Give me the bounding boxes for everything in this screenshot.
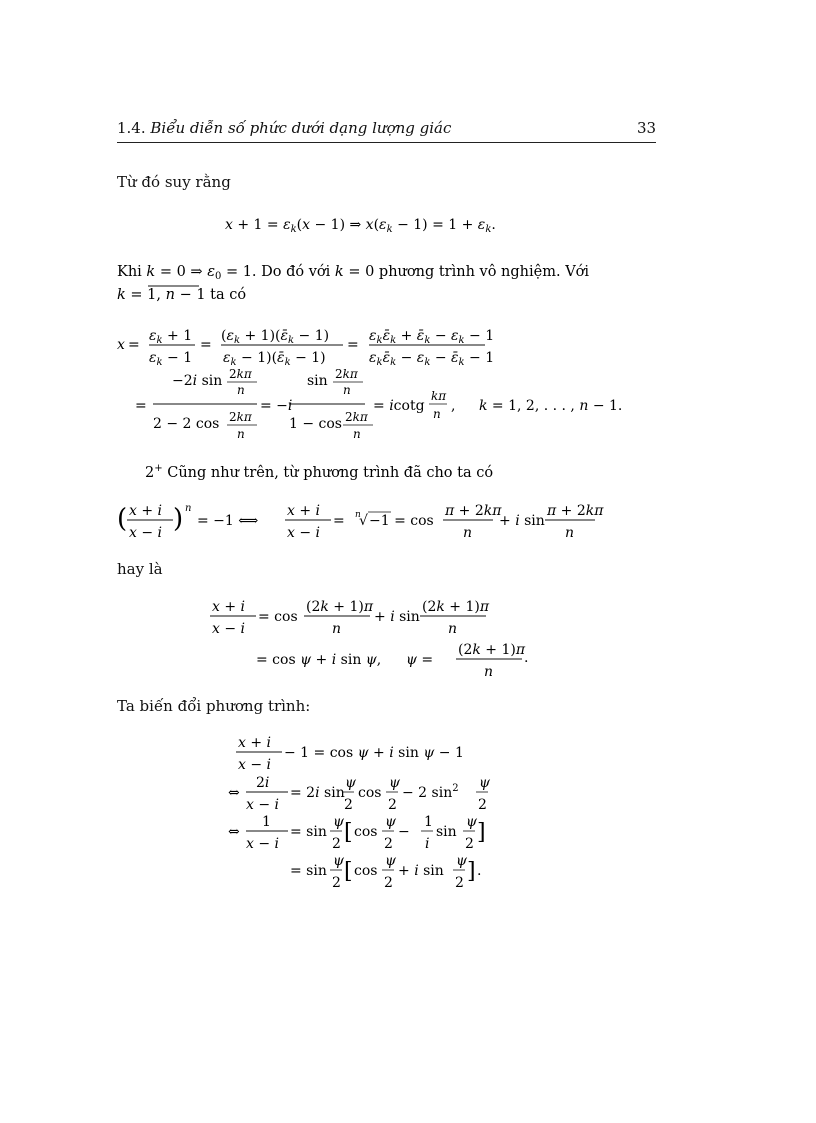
svg-text:=: = (200, 337, 212, 353)
svg-text:ψ: ψ (389, 775, 400, 791)
equation-1-graphic (225, 213, 525, 235)
svg-text:n: n (343, 383, 351, 397)
svg-text:2: 2 (332, 836, 341, 852)
svg-text:− 2 sin2: − 2 $\sin^2$ (402, 783, 459, 801)
svg-text:−2i sin: −2i sin (172, 373, 223, 389)
svg-text:= −1 ⟺: = −1 ⟺ (197, 513, 259, 529)
svg-text:x + i: x + i (129, 503, 163, 519)
svg-text:x: x (117, 337, 125, 353)
svg-text:2: 2 (465, 836, 474, 852)
svg-text:1: 1 (424, 814, 433, 830)
svg-text:n: n (433, 407, 441, 421)
svg-text:2kπ: 2kπ (229, 367, 252, 381)
svg-text:): ) (173, 504, 184, 534)
svg-text:(εk + 1)(ε̄k − 1): ($\varepsilon_k$ + $1)(\varepsilon̄_k - 1)$ (221, 328, 330, 346)
svg-text:x − i: x − i (287, 525, 321, 541)
svg-text:2kπ: 2kπ (345, 410, 368, 424)
svg-text:n: n (237, 427, 245, 441)
svg-text:sin: sin (436, 824, 457, 840)
svg-text:=: = (347, 337, 359, 353)
svg-text:n: n (484, 664, 494, 680)
svg-text:= cos ψ + i sin ψ,: = cos ψ + i sin ψ, (256, 652, 382, 668)
svg-text:⇔: ⇔ (228, 785, 240, 801)
svg-text:cos: cos (354, 863, 378, 879)
svg-text:ψ: ψ (333, 814, 344, 830)
svg-text:.: . (477, 863, 482, 879)
svg-text:ψ: ψ (333, 853, 344, 869)
svg-text:2kπ: 2kπ (335, 367, 358, 381)
paragraph-2 (117, 262, 657, 310)
svg-text:ψ: ψ (385, 853, 396, 869)
svg-text:i: i (425, 836, 430, 852)
svg-text:x + i: x + i (212, 599, 246, 615)
svg-text:εk + 1: $\varepsilon_k + 1$ (149, 328, 193, 346)
svg-text:1 − cos: 1 − cos (289, 416, 342, 432)
equation-1 (225, 213, 525, 239)
svg-text:−: − (398, 824, 410, 840)
svg-text:n: n (185, 503, 192, 514)
svg-text:2kπ: 2kπ (229, 410, 252, 424)
svg-text:(2k + 1)π: (2k + 1)π (458, 642, 526, 658)
svg-text:cos: cos (358, 785, 382, 801)
equation-3-graphic (117, 497, 617, 545)
svg-text:ψ: ψ (456, 853, 467, 869)
svg-text:=: = (128, 337, 140, 353)
svg-text:ψ: ψ (466, 814, 477, 830)
equation-2 (117, 322, 657, 451)
svg-text:=: = (135, 398, 147, 414)
svg-text:−1 = cos: −1 = cos (369, 513, 434, 529)
svg-text:− 1 = cos ψ + i sin ψ − 1: − 1 = cos ψ + i sin ψ − 1 (284, 745, 464, 761)
svg-text:εk − 1)(ε̄k − 1): $\varepsilon_k$ − $1)(\varepsilon̄_k - 1)$ (223, 350, 326, 368)
svg-text:n: n (565, 525, 575, 541)
svg-text:εkε̄k − εk − ε̄k − 1: $\varepsilon_k\varepsilon̄_k - \varepsilon_k$ − $\varepsilon̄_k - 1$ (369, 350, 495, 368)
svg-text:k = 1, 2, . . . , n − 1.: k = 1, 2, . . . , n − 1. (479, 398, 623, 414)
svg-text:(2k + 1)π: (2k + 1)π (306, 599, 374, 615)
equation-4-graphic (210, 594, 540, 684)
svg-text:2: 2 (344, 797, 353, 813)
paragraph-4: hay là (117, 560, 163, 578)
svg-text:n: n (355, 510, 361, 520)
svg-text:2: 2 (388, 797, 397, 813)
paragraph-3 (145, 462, 565, 488)
svg-text:(: ( (117, 504, 128, 534)
equation-4 (210, 594, 540, 688)
svg-text:x − i: x − i (246, 797, 280, 813)
svg-text:kπ: kπ (431, 389, 447, 403)
svg-text:n: n (237, 383, 245, 397)
svg-text:sin: sin (307, 373, 328, 389)
svg-text:x + i: x + i (238, 735, 272, 751)
svg-text:+ i sin: + i sin (398, 863, 444, 879)
header-rule (117, 142, 656, 143)
svg-text:ψ: ψ (385, 814, 396, 830)
paragraph-5: Ta biến đổi phương trình: (117, 697, 311, 715)
paragraph-1: Từ đó suy rằng (117, 173, 231, 191)
svg-text:[: [ (344, 859, 353, 884)
page-number: 33 (637, 119, 657, 137)
svg-text:2: 2 (455, 875, 464, 891)
equation-5 (228, 733, 518, 897)
svg-text:ψ: ψ (479, 775, 490, 791)
svg-text:x − i: x − i (238, 757, 272, 773)
section-number: 1.4. (117, 119, 146, 137)
svg-text:ψ =: ψ = (406, 652, 434, 668)
running-header (117, 119, 451, 137)
paragraph-2-graphic (117, 262, 657, 306)
svg-text:= sin: = sin (290, 824, 327, 840)
svg-text:k = 1, n − 1 ta có: k = 1, n − 1 ta có (117, 287, 247, 303)
svg-text:=: = (333, 513, 345, 529)
svg-text:εkε̄k + ε̄k − εk − 1: $\varepsilon_k\varepsilon̄_k$ + $\varepsilon̄_k - \varepsilon_k - 1$ (369, 328, 495, 346)
svg-text:+ i sin: + i sin (499, 513, 545, 529)
svg-text:Khi k = 0 ⇒ ε0 = 1. Do đó với: Khi k = 0 ⇒ $\varepsilon_0 = 1$. Do đó với k = 0 phương trình vô nghiệm. Với (117, 264, 590, 282)
svg-text:2: 2 (384, 875, 393, 891)
svg-text:[: [ (344, 820, 353, 845)
svg-text:π + 2kπ: π + 2kπ (547, 503, 604, 519)
svg-text:= sin: = sin (290, 863, 327, 879)
svg-text:x + i: x + i (287, 503, 321, 519)
svg-text:x − i: x − i (246, 836, 280, 852)
svg-text:n: n (448, 621, 458, 637)
equation-2-graphic (117, 322, 657, 447)
svg-text:2 − 2 cos: 2 − 2 cos (153, 416, 220, 432)
svg-text:x − i: x − i (129, 525, 163, 541)
svg-text:n: n (463, 525, 473, 541)
svg-text:ψ: ψ (345, 775, 356, 791)
svg-text:π + 2kπ: π + 2kπ (445, 503, 502, 519)
equation-5-graphic (228, 733, 518, 893)
svg-text:+ i sin: + i sin (374, 609, 420, 625)
svg-text:= cos: = cos (258, 609, 298, 625)
svg-text:2: 2 (478, 797, 487, 813)
svg-text:2: 2 (384, 836, 393, 852)
svg-text:2+ Cũng như trên, từ phương tr: 2+ Cũng như trên, từ phương trình đã cho ta có (145, 463, 494, 481)
svg-text:= 2i sin: = 2i sin (290, 785, 345, 801)
svg-text:.: . (524, 650, 529, 666)
svg-text:n: n (353, 427, 361, 441)
svg-text:= −i: = −i (260, 398, 293, 414)
svg-text:n: n (332, 621, 342, 637)
svg-text:2i: 2i (256, 775, 270, 791)
paragraph-3-graphic (145, 462, 565, 484)
svg-text:⇔: ⇔ (228, 824, 240, 840)
section-title: Biểu diễn số phức dưới dạng lượng giác (150, 119, 452, 137)
svg-text:]: ] (477, 820, 486, 845)
svg-text:εk − 1: $\varepsilon_k - 1$ (149, 350, 193, 368)
svg-text:= icotg: = icotg (373, 398, 425, 414)
svg-text:,: , (451, 398, 456, 414)
equation-3 (117, 497, 617, 549)
svg-text:√: √ (359, 513, 368, 529)
svg-text:2: 2 (332, 875, 341, 891)
svg-text:cos: cos (354, 824, 378, 840)
svg-text:]: ] (467, 859, 476, 884)
svg-text:x − i: x − i (212, 621, 246, 637)
svg-text:1: 1 (262, 814, 271, 830)
svg-text:(2k + 1)π: (2k + 1)π (422, 599, 490, 615)
svg-text:x + 1 = εk(x − 1) ⇒ x(εk − 1): $x + 1 = \varepsilon_k(x - 1)$ ⇒ $x(\varepsilon_k - 1) = 1 + \varepsilon_k$. (225, 217, 496, 235)
